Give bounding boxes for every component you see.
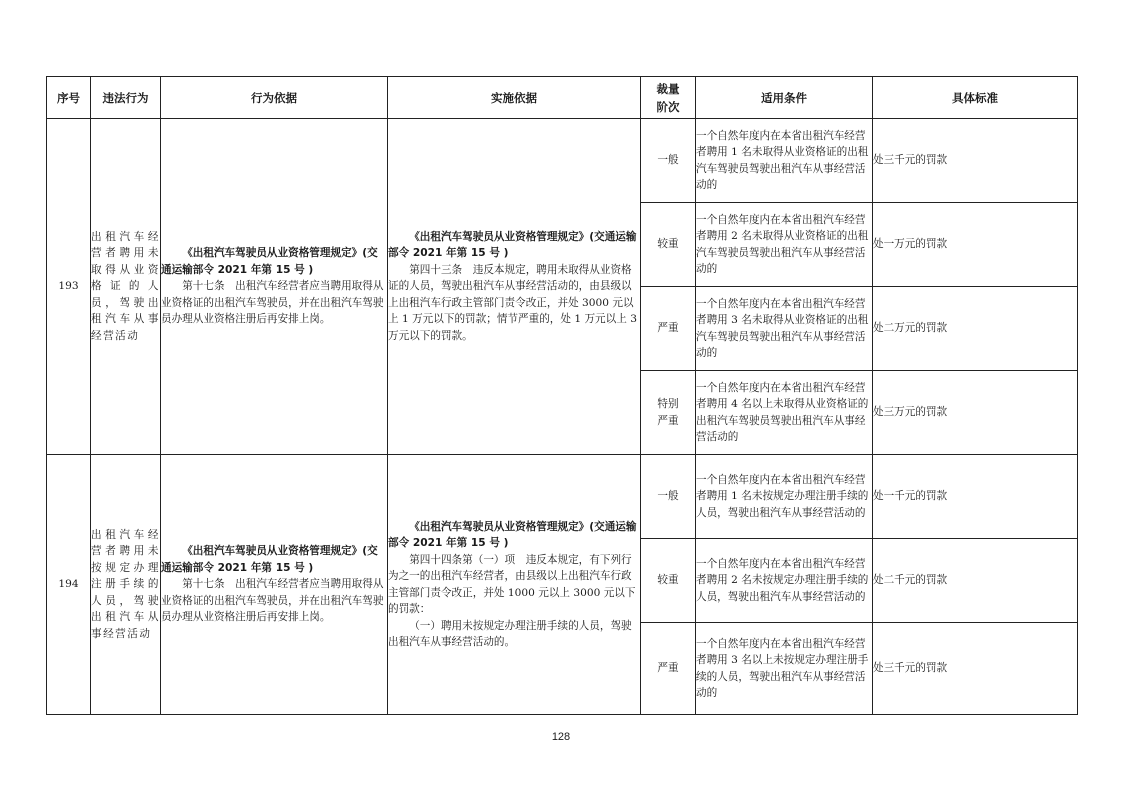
condition-cell: 一个自然年度内在本省出租汽车经营者聘用 3 名未取得从业资格证的出租汽车驾驶员驾驶出租汽车从事经营活动的 bbox=[696, 287, 873, 371]
header-violation: 违法行为 bbox=[91, 77, 161, 119]
table-row bbox=[47, 455, 1078, 539]
header-level: 裁量 阶次 bbox=[641, 77, 696, 119]
standard-cell: 处一千元的罚款 bbox=[873, 455, 1078, 539]
header-row bbox=[47, 77, 1078, 119]
level-cell: 一般 bbox=[641, 119, 696, 203]
entry-seq: 193 bbox=[47, 119, 91, 455]
standard-cell: 处三万元的罚款 bbox=[873, 371, 1078, 455]
impl-basis-title: 《出租汽车驾驶员从业资格管理规定》(交通运输部令 2021 年第 15 号 ) bbox=[388, 230, 637, 260]
act-basis-text: 第十七条 出租汽车经营者应当聘用取得从业资格证的出租汽车驾驶员，并在出租汽车驾驶员办理从业资格注册后再安排上岗。 bbox=[161, 578, 384, 624]
impl-basis-text: 第四十四条第（一）项 违反本规定，有下列行为之一的出租汽车经营者，由县级以上出租汽车行政主管部门责令改正，并处 1000 元以上 3000 元以下的罚款： bbox=[388, 553, 636, 615]
standard-cell: 处一万元的罚款 bbox=[873, 203, 1078, 287]
level-cell: 特别 严重 bbox=[641, 371, 696, 455]
header-act-basis: 行为依据 bbox=[161, 77, 388, 119]
standard-cell: 处二千元的罚款 bbox=[873, 539, 1078, 623]
entry-impl-basis bbox=[388, 119, 641, 455]
level-cell: 较重 bbox=[641, 203, 696, 287]
standard-cell: 处三千元的罚款 bbox=[873, 623, 1078, 715]
condition-cell: 一个自然年度内在本省出租汽车经营者聘用 1 名未取得从业资格证的出租汽车驾驶员驾驶出租汽车从事经营活动的 bbox=[696, 119, 873, 203]
header-seq: 序号 bbox=[47, 77, 91, 119]
condition-cell: 一个自然年度内在本省出租汽车经营者聘用 1 名未按规定办理注册手续的人员，驾驶出租汽车从事经营活动的 bbox=[696, 455, 873, 539]
entry-impl-basis bbox=[388, 455, 641, 715]
condition-cell: 一个自然年度内在本省出租汽车经营者聘用 3 名以上未按规定办理注册手续的人员，驾驶出租汽车从事经营活动的 bbox=[696, 623, 873, 715]
standard-cell: 处二万元的罚款 bbox=[873, 287, 1078, 371]
page-number: 128 bbox=[551, 731, 571, 743]
standard-cell: 处三千元的罚款 bbox=[873, 119, 1078, 203]
entry-act-basis bbox=[161, 455, 388, 715]
act-basis-text: 第十七条 出租汽车经营者应当聘用取得从业资格证的出租汽车驾驶员，并在出租汽车驾驶员办理从业资格注册后再安排上岗。 bbox=[161, 280, 384, 326]
entry-violation: 出租汽车经营者聘用未取得从业资格证的人员，驾驶出租汽车从事经营活动 bbox=[91, 119, 161, 455]
level-cell: 严重 bbox=[641, 623, 696, 715]
header-impl-basis: 实施依据 bbox=[388, 77, 641, 119]
impl-basis-item: （一）聘用未按规定办理注册手续的人员，驾驶出租汽车从事经营活动的。 bbox=[388, 619, 632, 648]
impl-basis-title: 《出租汽车驾驶员从业资格管理规定》(交通运输部令 2021 年第 15 号 ) bbox=[388, 520, 637, 549]
header-standard: 具体标准 bbox=[873, 77, 1078, 119]
entry-violation: 出租汽车经营者聘用未按规定办理注册手续的人员，驾驶出租汽车从事经营活动 bbox=[91, 455, 161, 715]
header-condition: 适用条件 bbox=[696, 77, 873, 119]
condition-cell: 一个自然年度内在本省出租汽车经营者聘用 2 名未按规定办理注册手续的人员，驾驶出租汽车从事经营活动的 bbox=[696, 539, 873, 623]
condition-cell: 一个自然年度内在本省出租汽车经营者聘用 2 名未取得从业资格证的出租汽车驾驶员驾驶出租汽车从事经营活动的 bbox=[696, 203, 873, 287]
condition-cell: 一个自然年度内在本省出租汽车经营者聘用 4 名以上未取得从业资格证的出租汽车驾驶员驾驶出租汽车从事经营活动的 bbox=[696, 371, 873, 455]
act-basis-title: 《出租汽车驾驶员从业资格管理规定》(交通运输部令 2021 年第 15 号 ) bbox=[161, 545, 378, 574]
impl-basis-text: 第四十三条 违反本规定，聘用未取得从业资格证的人员，驾驶出租汽车从事经营活动的，由县级以上出租汽车行政主管部门责令改正，并处 3000 元以上 1 万元以下的罚款；情节严重的，处 1 万元以上 3 万元以下的罚款。 bbox=[388, 263, 637, 342]
act-basis-title: 《出租汽车驾驶员从业资格管理规定》(交通运输部令 2021 年第 15 号 ) bbox=[161, 247, 378, 276]
table-row bbox=[47, 119, 1078, 203]
level-cell: 一般 bbox=[641, 455, 696, 539]
level-cell: 较重 bbox=[641, 539, 696, 623]
level-cell: 严重 bbox=[641, 287, 696, 371]
entry-act-basis bbox=[161, 119, 388, 455]
entry-seq: 194 bbox=[47, 455, 91, 715]
penalty-standard-table bbox=[46, 76, 1078, 715]
